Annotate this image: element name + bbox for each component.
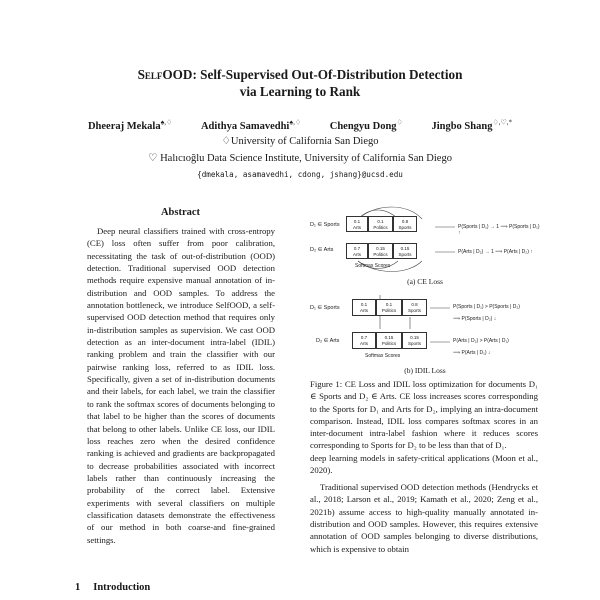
author-list — [0, 118, 600, 132]
idil-equation-1b: ⟹ P(Sports | D₂) ↓ — [453, 316, 497, 322]
author: Jingbo Shang♢,♡,* — [431, 118, 513, 132]
ce-equation-2: P(Arts | D₂) → 1 ⟹ P(Arts | D₂) ↑ — [458, 249, 533, 255]
ce-score-box: 0.8 Sports — [393, 216, 417, 232]
idil-score-box: 0.1 Arts — [352, 299, 376, 316]
section-heading-introduction: 1 Introduction — [75, 582, 151, 593]
ce-score-box: 0.15 Sports — [393, 243, 417, 259]
idil-equation-2b: ⟹ P(Arts | D₁) ↓ — [453, 350, 491, 356]
intro-paragraph-1: deep learning models in safety-critical applications (Moon et al., 2020). — [310, 453, 538, 476]
figure-idil-loss — [310, 291, 540, 363]
ce-subcaption: (a) CE Loss — [407, 277, 443, 286]
title-line2: via Learning to Rank — [239, 84, 361, 99]
ce-score-box: 0.7 Arts — [346, 243, 368, 259]
figure-caption: Figure 1: CE Loss and IDIL loss optimization for documents D₁ ∈ Sports and D₂ ∈ Arts. CE loss increases scores corresponding to the Sports for D₁ and Arts for D₂, implying an intra-document comparison. Instead, IDIL loss compares softmax scores in an inter-document intra-label fashion where it reduces scores corresponding to Sports for D₂ to be less than that of D₁. — [310, 379, 538, 451]
idil-row1-label: D₁ ∈ Sports — [310, 305, 340, 311]
ce-score-box: 0.1 Politics — [368, 216, 393, 232]
title-method-name: SelfOOD — [137, 67, 193, 82]
ce-arrows — [310, 205, 540, 273]
ce-equation-1: P(Sports | D₁) → 1 ⟹ P(Sports | D₁) ↑ — [458, 224, 540, 236]
idil-score-box: 0.15 Politics — [376, 332, 402, 349]
idil-subcaption: (b) IDIL Loss — [404, 366, 446, 375]
affiliation-hdsi: ♡ Halıcıoğlu Data Science Institute, University of California San Diego — [148, 153, 452, 164]
abstract-body — [87, 225, 275, 546]
author-emails: {dmekala, asamavedhi, cdong, jshang}@ucsd.edu — [197, 170, 403, 179]
intro-paragraph-2: Traditional supervised OOD detection methods (Hendrycks et al., 2018; Larson et al., 2019; Kamath et al., 2020; Zeng et al., 2021b) assume access to high-quality manually annotated in-distribution and OOD samples. However, this requires extensive annotation of OOD samples belonging to diverse distributions, which is expensive to obtain — [310, 481, 538, 554]
idil-softmax-label: Softmax Scores — [365, 353, 401, 359]
paper-title — [0, 66, 600, 100]
abstract-text: Deep neural classifiers trained with cross-entropy (CE) loss often suffer from poor calibration, necessitating the task of out-of-distribution (OOD) detection. Traditional supervised OOD detection methods require expensive manual annotation of in-distribution and OOD samples. To address the annotation bottleneck, we introduce SelfOOD, a self-supervised OOD detection method that requires only in-distribution samples as supervision. We cast OOD detection as an inter-document intra-label (IDIL) ranking problem and train the classifier with our pairwise ranking loss, referred to as IDIL loss. Specifically, given a set of in-distribution documents and their labels, for each label, we train the classifier to rank the softmax scores of documents belonging to that label to be higher than the scores of documents that belong to other labels. Unlike CE loss, our IDIL loss reaches zero when the desired confidence ranking is achieved and gradients are backpropagated to decrease probabilities associated with incorrect labels rather than continuously increasing the probability of the correct label. Extensive experiments with several classifiers on multiple classification datasets demonstrate the effectiveness of our method in both coarse-and fine-grained settings. — [87, 226, 275, 545]
idil-equation-1a: P(Sports | D₁) > P(Sports | D₂) — [453, 304, 520, 310]
ce-softmax-label: Softmax Scores — [355, 263, 391, 269]
idil-score-box: 0.15 Sports — [402, 332, 427, 349]
author: Adithya Samavedhi♠,♢ — [200, 118, 302, 132]
idil-equation-2a: P(Arts | D₂) > P(Arts | D₁) — [453, 338, 509, 344]
title-text: : Self-Supervised Out-Of-Distribution Detection — [192, 67, 463, 82]
abstract-heading: Abstract — [160, 207, 201, 218]
ce-score-box: 0.15 Politics — [368, 243, 393, 259]
ce-score-box: 0.1 Arts — [346, 216, 368, 232]
idil-row2-label: D₂ ∈ Arts — [316, 338, 340, 344]
author: Dheeraj Mekala♠,♢ — [87, 118, 173, 132]
intro-column-2 — [310, 452, 538, 555]
ce-row2-label: D₂ ∈ Arts — [310, 247, 334, 253]
figure-ce-loss — [310, 205, 540, 273]
idil-score-box: 0.8 Sports — [402, 299, 427, 316]
affiliation-ucsd: ♢University of California San Diego — [221, 136, 379, 147]
idil-score-box: 0.7 Arts — [352, 332, 376, 349]
idil-score-box: 0.1 Politics — [376, 299, 402, 316]
ce-row1-label: D₁ ∈ Sports — [310, 222, 340, 228]
author: Chengyu Dong♢ — [329, 118, 403, 132]
